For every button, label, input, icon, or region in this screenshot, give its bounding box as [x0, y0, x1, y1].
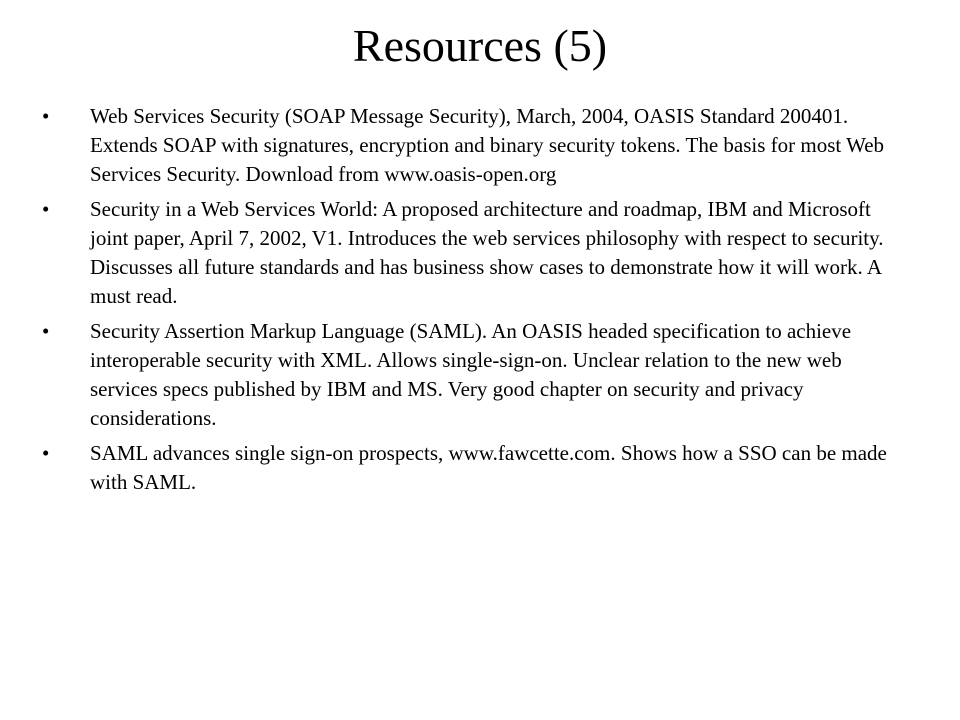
- list-item-saml: [0, 317, 960, 433]
- list-item-saml-sso: [0, 439, 960, 497]
- bullet-icon: •: [42, 441, 50, 465]
- bullet-icon: •: [42, 104, 50, 128]
- resource-list: [0, 102, 960, 503]
- list-item-text: Security in a Web Services World: A proposed architecture and roadmap, IBM and Microsoft joint paper, April 7, 2002, V1. Introduces the web services philosophy with respect to security. Discusses all future standards and has business show cases to demonstrate how it will work. A must read.: [90, 197, 884, 308]
- bullet-icon: •: [42, 319, 50, 343]
- list-item-wss: [0, 102, 960, 189]
- list-item-text: Security Assertion Markup Language (SAML). An OASIS headed specification to achieve interoperable security with XML. Allows single-sign-on. Unclear relation to the new web services specs published by IBM and MS. Very good chapter on security and privacy considerations.: [90, 319, 852, 430]
- list-item-text: SAML advances single sign-on prospects, www.fawcette.com. Shows how a SSO can be made with SAML.: [90, 441, 887, 494]
- list-item-text: Web Services Security (SOAP Message Security), March, 2004, OASIS Standard 200401. Extends SOAP with signatures, encryption and binary security tokens. The basis for most Web Services Security. Download from www.oasis-open.org: [90, 104, 885, 186]
- bullet-icon: •: [42, 197, 50, 221]
- list-item-security-world: [0, 195, 960, 311]
- slide-title: Resources (5): [352, 20, 608, 71]
